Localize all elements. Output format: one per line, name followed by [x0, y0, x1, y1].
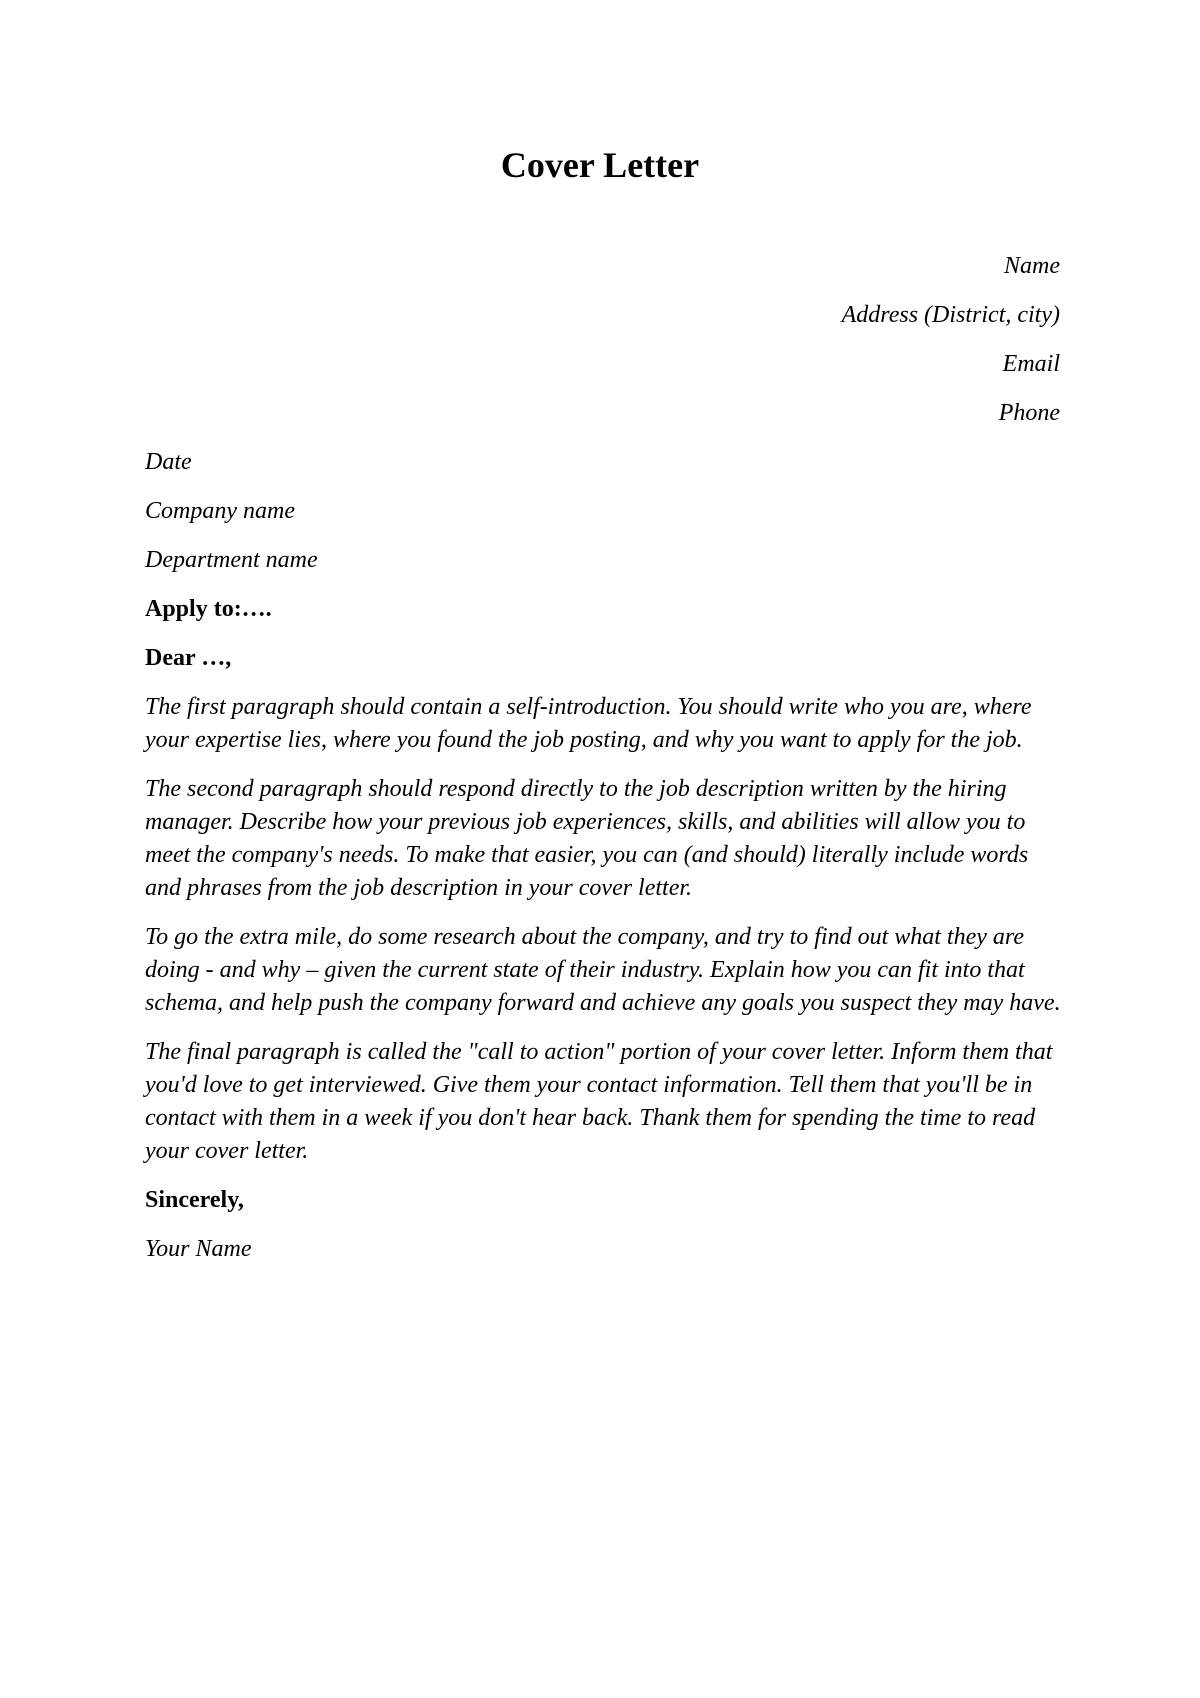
paragraph-job-description: The second paragraph should respond directly to the job description written by the hiring manager. Describe how your previous job experiences, skills, and abilities will allow you to meet the company's needs. To make that easier, you can (and should) literally include words and phrases from the job description in your cover letter.: [145, 776, 1029, 901]
letter-date: Date: [145, 449, 192, 475]
sender-block: [842, 250, 1060, 446]
paragraph-research: To go the extra mile, do some research about the company, and try to find out what they are doing - and why – given the current state of their industry. Explain how you can fit into that schema, and help push the company forward and achieve any goals you suspect they may have.: [145, 924, 1061, 1016]
sender-email: Email: [1002, 351, 1060, 377]
page-title: Cover Letter: [500, 145, 700, 185]
paragraph-intro: The first paragraph should contain a self-introduction. You should write who you are, where your expertise lies, where you found the job posting, and why you want to apply for the job.: [145, 694, 1032, 753]
letter-body: [145, 446, 1065, 1282]
salutation: Dear …,: [145, 645, 232, 671]
sender-phone: Phone: [998, 400, 1060, 426]
sender-address: Address (District, city): [841, 302, 1060, 328]
paragraph-call-to-action: The final paragraph is called the "call to action" portion of your cover letter. Inform them that you'd love to get interviewed. Give them your contact information. Tell them that you'll be in contact with them in a week if you don't hear back. Thank them for spending the time to read your cover letter.: [145, 1039, 1053, 1164]
sender-name: Name: [1004, 253, 1060, 279]
signature: Your Name: [145, 1236, 252, 1262]
closing: Sincerely,: [145, 1187, 244, 1213]
department-name: Department name: [145, 547, 318, 573]
company-name: Company name: [145, 498, 295, 524]
apply-to-line: Apply to:….: [145, 596, 272, 622]
